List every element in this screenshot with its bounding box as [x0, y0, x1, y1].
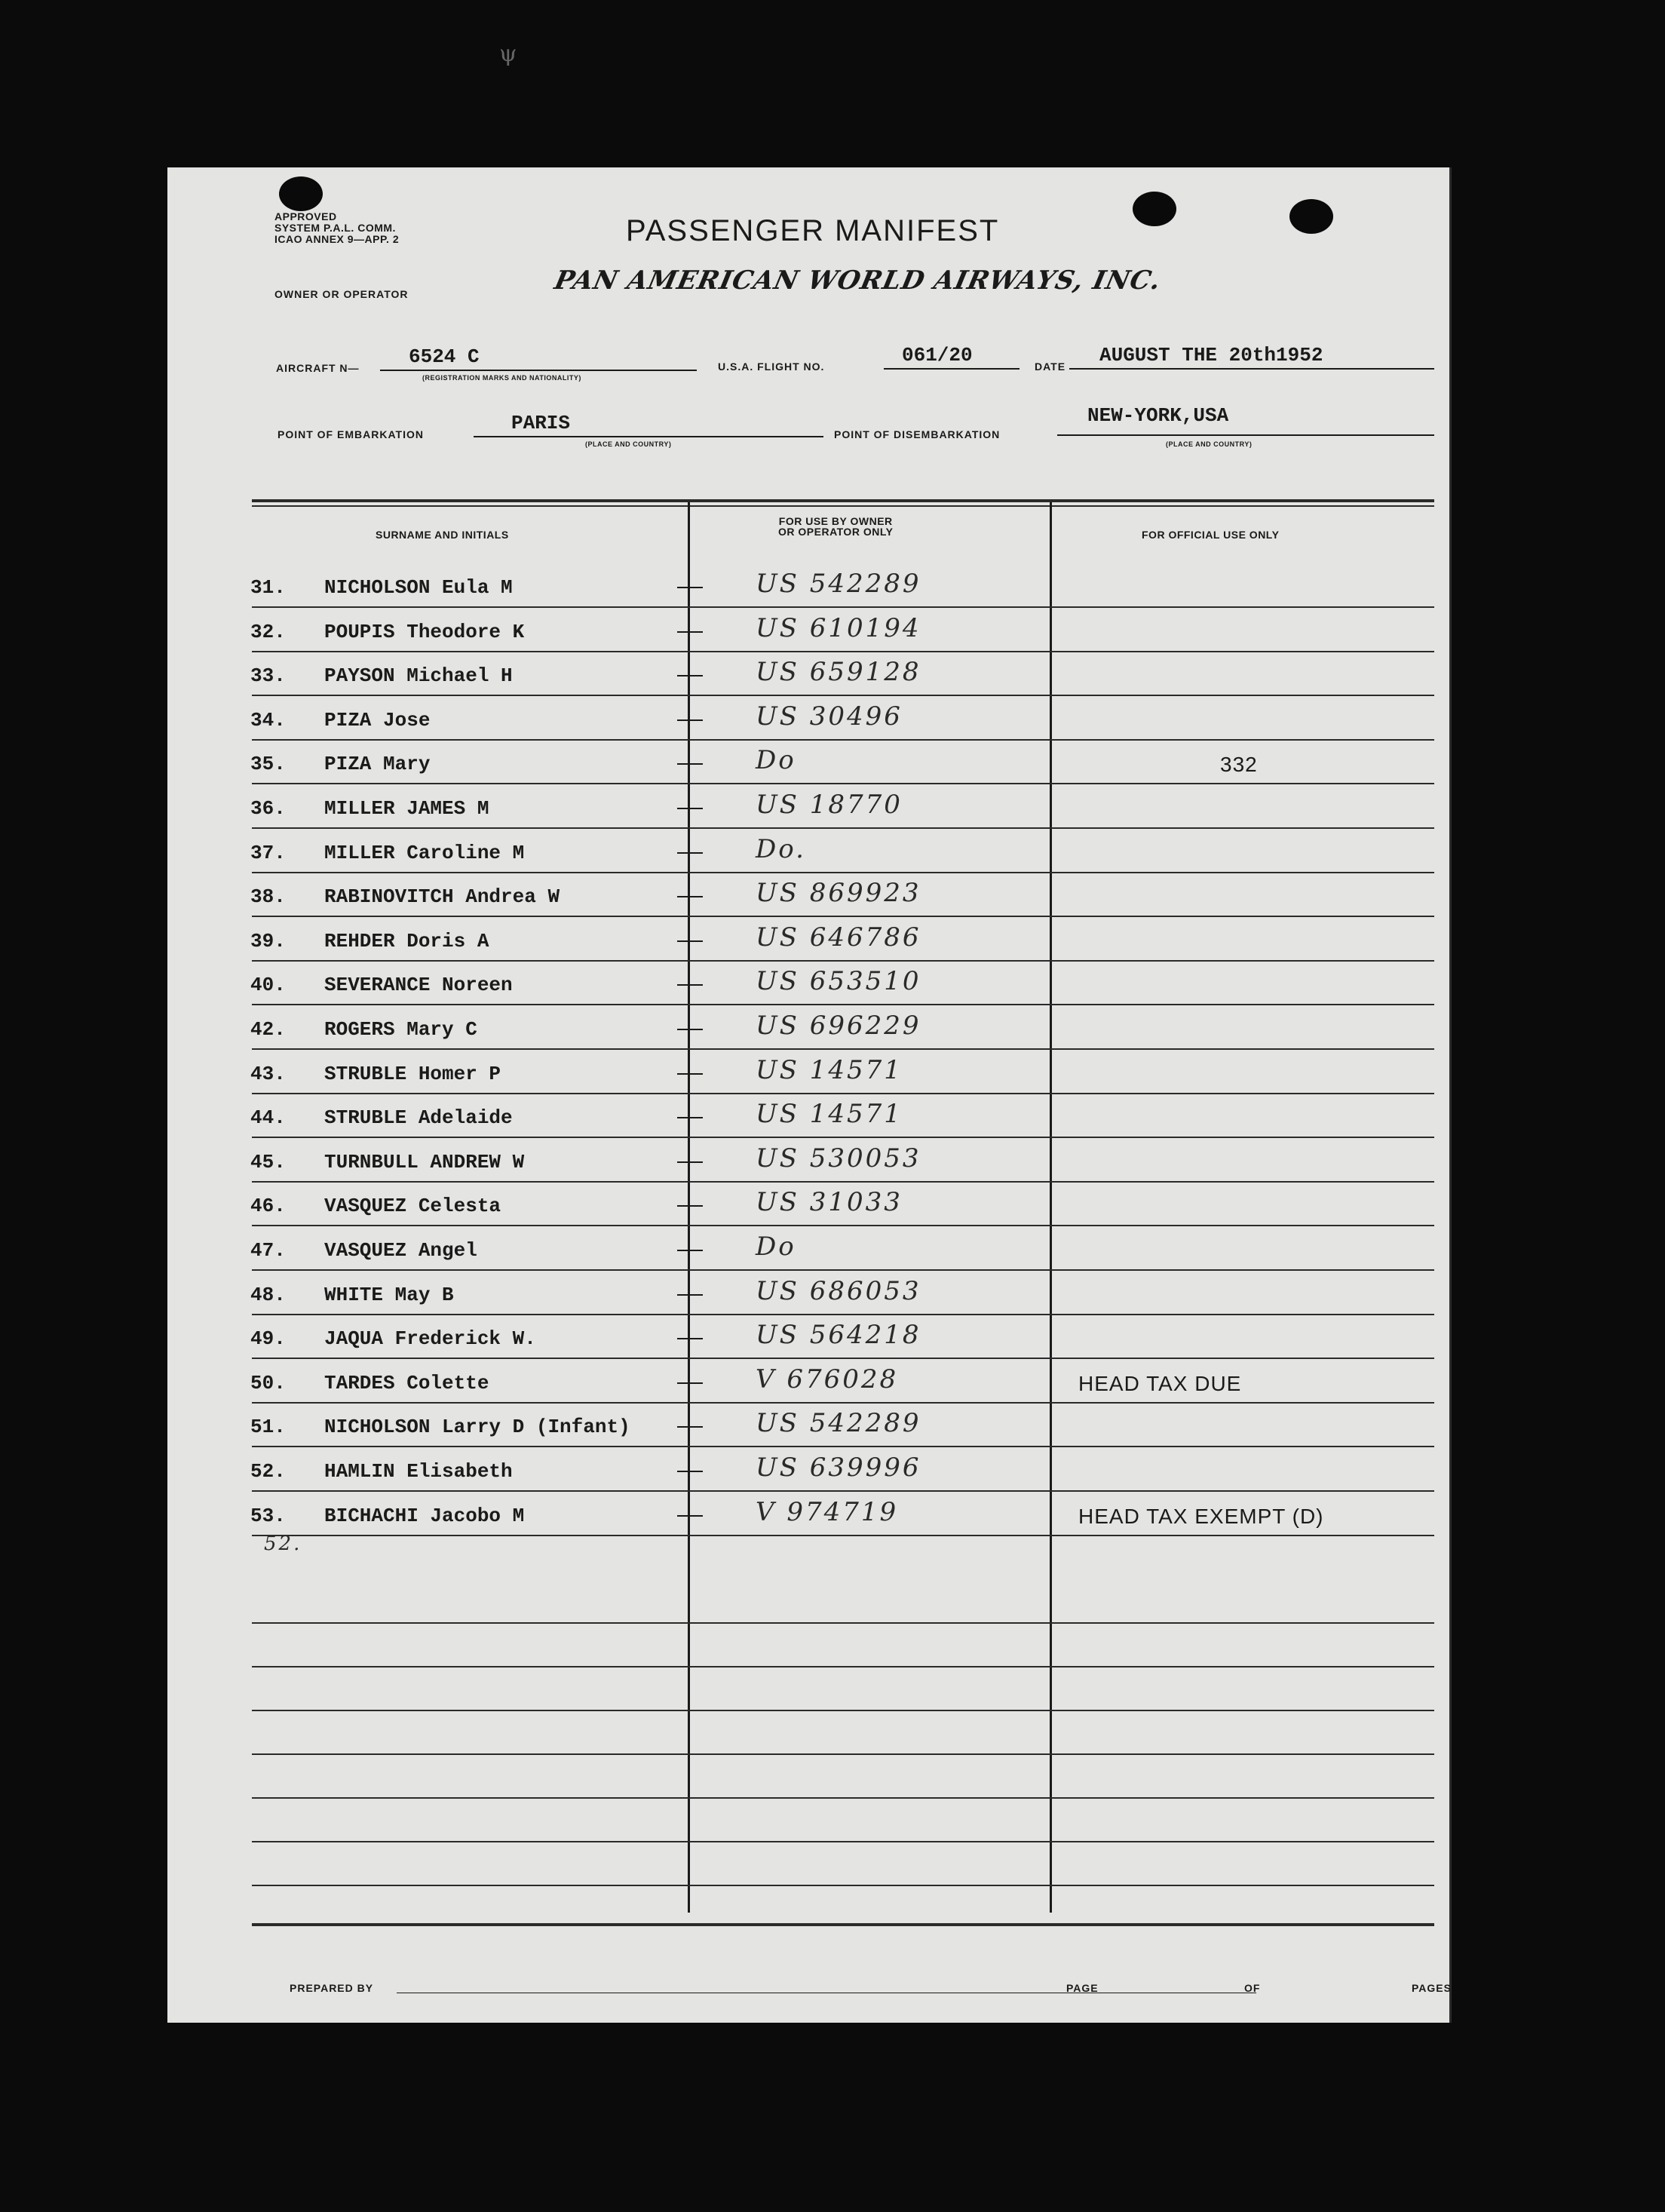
row-number: 44.	[250, 1106, 286, 1130]
date-value: AUGUST THE 20th1952	[1099, 344, 1323, 367]
passport-number: Do	[756, 1232, 796, 1262]
row-number: 38.	[250, 885, 286, 909]
row-number: 53.	[250, 1504, 286, 1527]
row-rule	[252, 739, 1434, 741]
approval-line: APPROVED	[274, 210, 337, 222]
passport-number: US 564218	[756, 1320, 921, 1351]
row-rule	[252, 1181, 1434, 1183]
manifest-sheet	[167, 167, 1452, 2023]
blank-row-rule	[252, 1753, 1434, 1755]
embarkation-value: PARIS	[511, 412, 571, 434]
row-number: 40.	[250, 974, 286, 997]
passport-number: US 653510	[756, 966, 921, 997]
passport-number: US 530053	[756, 1143, 921, 1173]
row-rule	[252, 1048, 1434, 1050]
passenger-name: PIZA Mary	[324, 753, 431, 776]
dash-mark	[677, 1250, 703, 1251]
punch-hole-left	[279, 176, 323, 211]
disembarkation-label: POINT OF DISEMBARKATION	[834, 428, 1001, 440]
passenger-name: STRUBLE Adelaide	[324, 1106, 513, 1130]
row-number: 43.	[250, 1062, 286, 1085]
column-header-official: FOR OFFICIAL USE ONLY	[1142, 529, 1280, 541]
owner-value: PAN AMERICAN WORLD AIRWAYS, INC.	[551, 265, 1164, 296]
row-number: 51.	[250, 1416, 286, 1439]
passenger-name: PAYSON Michael H	[324, 664, 513, 688]
row-rule	[252, 1446, 1434, 1447]
row-number: 33.	[250, 664, 286, 688]
row-rule	[252, 1535, 1434, 1536]
dash-mark	[677, 808, 703, 809]
row-rule	[252, 1402, 1434, 1404]
owner-label: OWNER OR OPERATOR	[274, 288, 409, 300]
punch-hole-middle	[1133, 192, 1176, 226]
passport-number: US 14571	[756, 1054, 903, 1085]
passenger-name: MILLER Caroline M	[324, 841, 525, 864]
aircraft-sublabel: (REGISTRATION MARKS AND NATIONALITY)	[422, 374, 581, 382]
blank-row-rule	[252, 1885, 1434, 1886]
passport-number: US 542289	[756, 1408, 921, 1439]
passport-number: US 30496	[756, 701, 903, 732]
disembarkation-sublabel: (PLACE AND COUNTRY)	[1166, 440, 1253, 448]
row-rule	[252, 651, 1434, 652]
row-rule	[252, 916, 1434, 917]
dash-mark	[677, 1117, 703, 1118]
passport-number: V 974719	[756, 1496, 899, 1527]
column-header-owner-use	[778, 516, 893, 537]
passenger-name: STRUBLE Homer P	[324, 1062, 501, 1085]
row-number: 49.	[250, 1327, 286, 1351]
embarkation-sublabel: (PLACE AND COUNTRY)	[585, 440, 672, 448]
total-note: 52.	[264, 1532, 302, 1555]
aircraft-underline	[380, 370, 697, 371]
passenger-name: POUPIS Theodore K	[324, 620, 525, 643]
passenger-name: TURNBULL ANDREW W	[324, 1150, 525, 1173]
dash-mark	[677, 896, 703, 897]
aircraft-label: AIRCRAFT N—	[276, 362, 360, 374]
passport-number: US 610194	[756, 612, 921, 643]
dash-mark	[677, 1294, 703, 1296]
passenger-name: VASQUEZ Celesta	[324, 1195, 501, 1218]
column-divider-2	[1050, 502, 1052, 1913]
passport-number: US 639996	[756, 1453, 921, 1483]
row-rule	[252, 1093, 1434, 1094]
dash-mark	[677, 940, 703, 942]
approval-stamp	[274, 211, 399, 245]
blank-row-rule	[252, 1841, 1434, 1842]
table-top-border	[252, 499, 1434, 502]
row-number: 42.	[250, 1018, 286, 1041]
row-rule	[252, 1358, 1434, 1359]
disembarkation-value: NEW-YORK,USA	[1087, 404, 1229, 427]
approval-line: SYSTEM P.A.L. COMM.	[274, 222, 396, 234]
row-rule	[252, 827, 1434, 829]
dash-mark	[677, 1338, 703, 1339]
row-number: 31.	[250, 576, 286, 599]
scan-speck: ψ	[499, 41, 517, 67]
page-title: PASSENGER MANIFEST	[626, 214, 1000, 247]
passenger-name: WHITE May B	[324, 1283, 454, 1306]
date-label: DATE	[1035, 360, 1066, 373]
blank-row-rule	[252, 1797, 1434, 1799]
dash-mark	[677, 719, 703, 721]
passport-number: US 869923	[756, 878, 921, 909]
passenger-name: JAQUA Frederick W.	[324, 1327, 536, 1351]
row-number: 36.	[250, 797, 286, 820]
disembarkation-underline	[1057, 434, 1434, 436]
dash-mark	[677, 1161, 703, 1163]
passport-number: US 696229	[756, 1011, 921, 1041]
passenger-name: PIZA Jose	[324, 708, 431, 732]
passenger-name: TARDES Colette	[324, 1371, 489, 1394]
dash-mark	[677, 1382, 703, 1384]
column-header-owner-use-line1: FOR USE BY OWNER	[778, 515, 893, 527]
passport-number: US 14571	[756, 1099, 903, 1130]
passport-number: US 542289	[756, 569, 921, 599]
passport-number: US 31033	[756, 1187, 903, 1218]
flight-underline	[884, 368, 1020, 370]
row-number: 47.	[250, 1239, 286, 1262]
passenger-name: REHDER Doris A	[324, 929, 489, 953]
row-rule	[252, 1490, 1434, 1492]
blank-row-rule	[252, 1622, 1434, 1624]
dash-mark	[677, 1515, 703, 1517]
row-number: 46.	[250, 1195, 286, 1218]
passport-number: Do.	[756, 833, 806, 864]
row-rule	[252, 1225, 1434, 1226]
passenger-name: VASQUEZ Angel	[324, 1239, 477, 1262]
blank-row-rule	[252, 1710, 1434, 1711]
dash-mark	[677, 1471, 703, 1472]
official-note: HEAD TAX EXEMPT (D)	[1078, 1504, 1324, 1528]
official-note: 332	[1220, 753, 1258, 777]
row-number: 48.	[250, 1283, 286, 1306]
row-rule	[252, 695, 1434, 696]
prepared-by-label: PREPARED BY	[290, 1982, 374, 1994]
passport-number: Do	[756, 745, 796, 776]
dash-mark	[677, 675, 703, 676]
row-number: 35.	[250, 753, 286, 776]
dash-mark	[677, 587, 703, 588]
row-number: 32.	[250, 620, 286, 643]
row-number: 50.	[250, 1371, 286, 1394]
dash-mark	[677, 1205, 703, 1207]
date-underline	[1069, 368, 1434, 370]
passenger-name: NICHOLSON Eula M	[324, 576, 513, 599]
row-number: 52.	[250, 1460, 286, 1483]
pages-label: PAGES	[1412, 1982, 1452, 1994]
row-rule	[252, 783, 1434, 784]
row-rule	[252, 606, 1434, 608]
passenger-name: MILLER JAMES M	[324, 797, 489, 820]
row-rule	[252, 872, 1434, 873]
row-number: 45.	[250, 1150, 286, 1173]
row-number: 39.	[250, 929, 286, 953]
column-header-name: SURNAME AND INITIALS	[376, 529, 509, 541]
dash-mark	[677, 852, 703, 854]
passport-number: US 646786	[756, 922, 921, 953]
of-label: OF	[1244, 1982, 1261, 1994]
passenger-name: NICHOLSON Larry D (Infant)	[324, 1416, 630, 1439]
official-note: HEAD TAX DUE	[1078, 1371, 1242, 1395]
page-label: PAGE	[1066, 1982, 1099, 1994]
punch-hole-right	[1289, 199, 1333, 234]
flight-value: 061/20	[902, 344, 973, 367]
table-top-border-inner	[252, 505, 1434, 507]
blank-row-rule	[252, 1666, 1434, 1667]
embarkation-label: POINT OF EMBARKATION	[278, 428, 424, 440]
dash-mark	[677, 984, 703, 986]
dash-mark	[677, 1426, 703, 1428]
passport-number: V 676028	[756, 1364, 899, 1394]
dash-mark	[677, 763, 703, 765]
passenger-name: ROGERS Mary C	[324, 1018, 477, 1041]
flight-label: U.S.A. FLIGHT NO.	[718, 360, 825, 373]
passenger-name: SEVERANCE Noreen	[324, 974, 513, 997]
row-rule	[252, 1004, 1434, 1005]
column-header-owner-use-line2: OR OPERATOR ONLY	[778, 526, 894, 538]
row-rule	[252, 1269, 1434, 1271]
passenger-name: HAMLIN Elisabeth	[324, 1460, 513, 1483]
aircraft-value: 6524 C	[409, 345, 480, 368]
row-rule	[252, 1137, 1434, 1138]
row-rule	[252, 1314, 1434, 1315]
passport-number: US 686053	[756, 1275, 921, 1306]
approval-line: ICAO ANNEX 9—APP. 2	[274, 233, 400, 245]
row-rule	[252, 960, 1434, 962]
passenger-name: RABINOVITCH Andrea W	[324, 885, 560, 909]
table-bottom-border	[252, 1923, 1434, 1926]
passenger-name: BICHACHI Jacobo M	[324, 1504, 525, 1527]
row-number: 34.	[250, 708, 286, 732]
passport-number: US 659128	[756, 657, 921, 688]
dash-mark	[677, 1029, 703, 1030]
passport-number: US 18770	[756, 790, 903, 820]
dash-mark	[677, 1073, 703, 1075]
embarkation-underline	[474, 436, 823, 437]
dash-mark	[677, 631, 703, 633]
column-divider-1	[688, 502, 690, 1913]
row-number: 37.	[250, 841, 286, 864]
